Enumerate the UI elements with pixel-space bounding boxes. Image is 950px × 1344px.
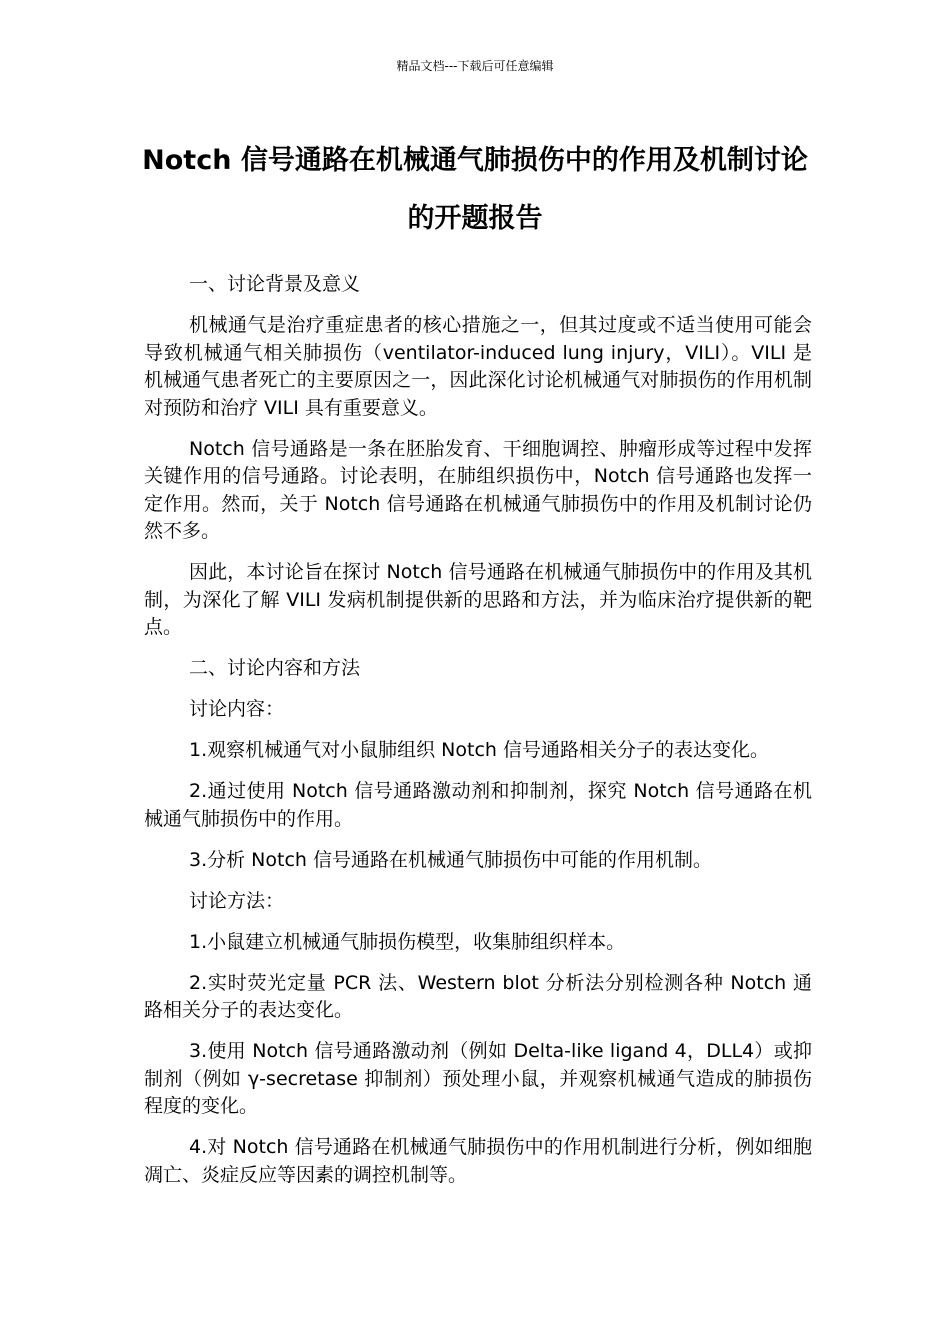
page-header-note: 精品文档---下载后可任意编辑 bbox=[396, 59, 554, 73]
paragraph: 机械通气是治疗重症患者的核心措施之一，但其过度或不适当使用可能会导致机械通气相关肺损伤（ventilator-induced lung injury，VILI）。VILI 是机械通气患者死亡的主要原因之一，因此深化讨论机械通气对肺损伤的作用机制对预防和治疗 VILI 具有重要意义。 bbox=[144, 314, 812, 419]
list-item: 3.分析 Notch 信号通路在机械通气肺损伤中可能的作用机制。 bbox=[189, 848, 712, 871]
list-item: 2.通过使用 Notch 信号通路激动剂和抑制剂，探究 Notch 信号通路在机械通气肺损伤中的作用。 bbox=[144, 780, 812, 830]
subsection-label: 讨论内容： bbox=[189, 698, 285, 720]
section-heading: 一、讨论背景及意义 bbox=[189, 273, 361, 295]
paragraph: Notch 信号通路是一条在胚胎发育、干细胞调控、肿瘤形成等过程中发挥关键作用的信号通路。讨论表明，在肺组织损伤中，Notch 信号通路也发挥一定作用。然而，关于 Notch 信号通路在机械通气肺损伤中的作用及机制讨论仍然不多。 bbox=[144, 437, 812, 542]
list-item: 4.对 Notch 信号通路在机械通气肺损伤中的作用机制进行分析，例如细胞凋亡、炎症反应等因素的调控机制等。 bbox=[144, 1136, 812, 1186]
document-title: Notch 信号通路在机械通气肺损伤中的作用及机制讨论的开题报告 bbox=[142, 145, 808, 234]
subsection-label: 讨论方法： bbox=[189, 889, 285, 912]
list-item: 2.实时荧光定量 PCR 法、Western blot 分析法分别检测各种 Notch 通路相关分子的表达变化。 bbox=[144, 971, 812, 1021]
list-item: 1.小鼠建立机械通气肺损伤模型，收集肺组织样本。 bbox=[189, 930, 626, 953]
list-item: 3.使用 Notch 信号通路激动剂（例如 Delta-like ligand 4，DLL4）或抑制剂（例如 γ-secretase 抑制剂）预处理小鼠，并观察机械通气造成的肺损伤程度的变化。 bbox=[144, 1040, 812, 1117]
list-item: 1.观察机械通气对小鼠肺组织 Notch 信号通路相关分子的表达变化。 bbox=[189, 739, 769, 761]
document-body bbox=[144, 271, 812, 1203]
section-heading: 二、讨论内容和方法 bbox=[189, 657, 361, 679]
paragraph: 因此，本讨论旨在探讨 Notch 信号通路在机械通气肺损伤中的作用及其机制，为深化了解 VILI 发病机制提供新的思路和方法，并为临床治疗提供新的靶点。 bbox=[144, 561, 812, 638]
